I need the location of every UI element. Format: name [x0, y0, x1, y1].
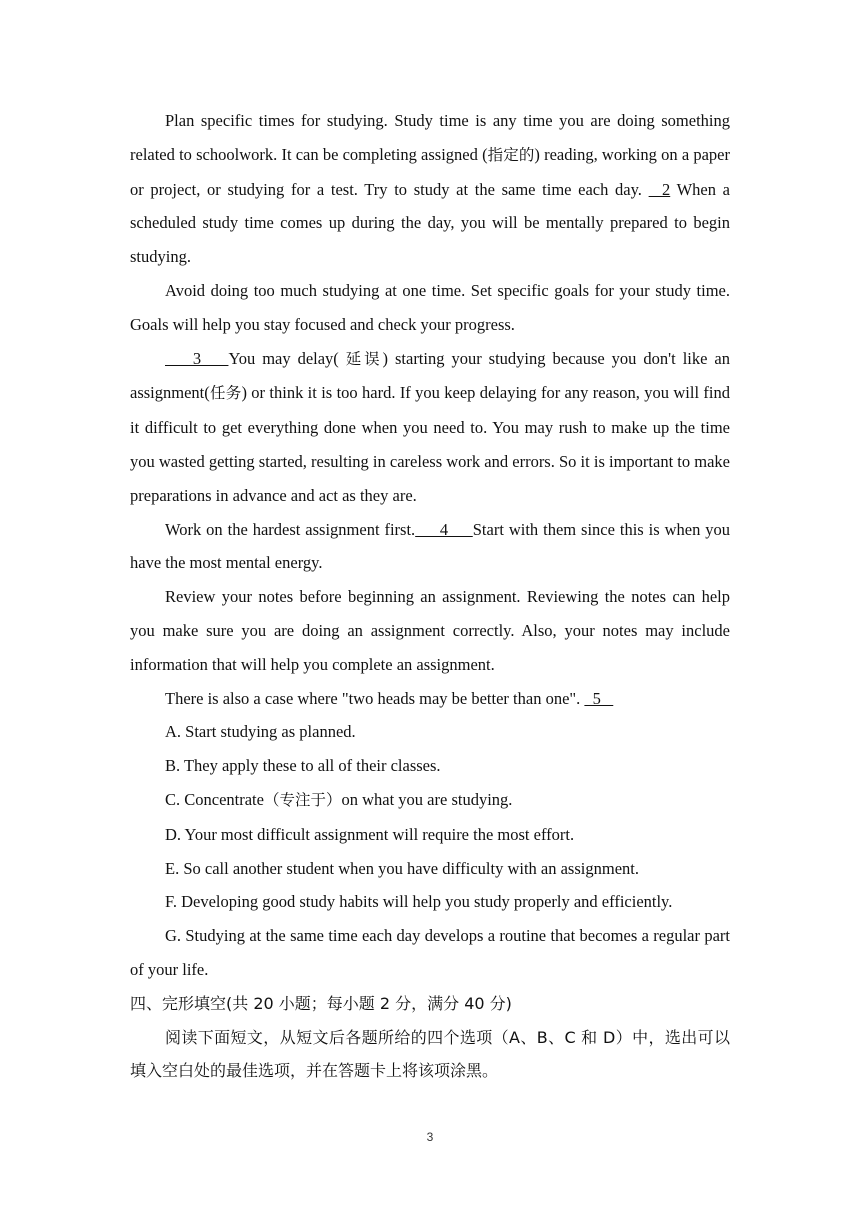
- paragraph-delay: [130, 342, 730, 513]
- text-run: When a scheduled study time comes up during the day, you will be mentally prepared to begin studying.: [130, 179, 730, 267]
- chinese-gloss: （专注于）: [263, 790, 342, 809]
- text-run: Plan specific times for studying. Study time is any time you are doing something related to schoolwork. It can be completing assigned (: [130, 111, 730, 164]
- blank-2: 2: [648, 179, 671, 199]
- blank-5: 5: [584, 688, 614, 708]
- chinese-gloss: 指定的: [487, 145, 535, 164]
- option-b: B. They apply these to all of their classes.: [165, 756, 441, 776]
- text-run: There is also a case where "two heads may be better than one".: [165, 688, 585, 708]
- text-run: Avoid doing too much studying at one time. Set specific goals for your study time. Goals will help you stay focused and check your progress.: [130, 280, 730, 334]
- text-run: Review your notes before beginning an assignment. Reviewing the notes can help you make sure you are doing an assignment correctly. Also, your notes may include information that will help you complete an assignment.: [130, 587, 730, 674]
- page-number: 3: [426, 1130, 434, 1144]
- text-run: Start with them since this is when you have the most mental energy.: [130, 519, 731, 573]
- blank-3: 3: [165, 348, 229, 368]
- blank-4: 4: [415, 519, 473, 539]
- document-content: [130, 104, 730, 1088]
- text-run: ) reading, working on a paper or project, or studying for a test. Try to study at the same time each day.: [130, 144, 730, 199]
- option-e: E. So call another student when you have difficulty with an assignment.: [165, 858, 639, 878]
- option-g: G. Studying at the same time each day develops a routine that becomes a regular part of your life.: [130, 926, 730, 979]
- section-instruction: 阅读下面短文，从短文后各题所给的四个选项（A、B、C 和 D）中，选出可以填入空白处的最佳选项，并在答题卡上将该项涂黑。: [130, 1027, 730, 1081]
- text-run: on what you are studying.: [341, 789, 513, 809]
- paragraph-hardest-first: [130, 513, 730, 581]
- option-d: D. Your most difficult assignment will require the most effort.: [165, 824, 575, 844]
- text-run: C. Concentrate: [165, 789, 264, 809]
- option-a: A. Start studying as planned.: [165, 722, 356, 742]
- option-f: F. Developing good study habits will help you study properly and efficiently.: [165, 892, 673, 912]
- chinese-gloss: 任务: [209, 384, 242, 403]
- option-c: [130, 783, 730, 818]
- text-run: ) or think it is too hard. If you keep delaying for any reason, you will find it difficult to get everything done when you need to. You may rush to make up the time you wasted getting started, resulting in careless work and errors. So it is important to make preparations in advance and act as they are.: [130, 383, 730, 505]
- paragraph-avoid-too-much: [130, 274, 730, 342]
- paragraph-review-notes: [130, 580, 730, 681]
- paragraph-plan-study-times: [130, 104, 730, 274]
- paragraph-two-heads: [130, 682, 730, 716]
- text-run: You may delay(: [228, 348, 346, 368]
- section-heading: 四、完形填空(共 20 小题；每小题 2 分，满分 40 分): [130, 993, 512, 1013]
- chinese-gloss: 延误: [345, 349, 383, 368]
- text-run: Work on the hardest assignment first.: [165, 519, 416, 539]
- text-run: ) starting your studying because you don't like an assignment(: [130, 348, 730, 403]
